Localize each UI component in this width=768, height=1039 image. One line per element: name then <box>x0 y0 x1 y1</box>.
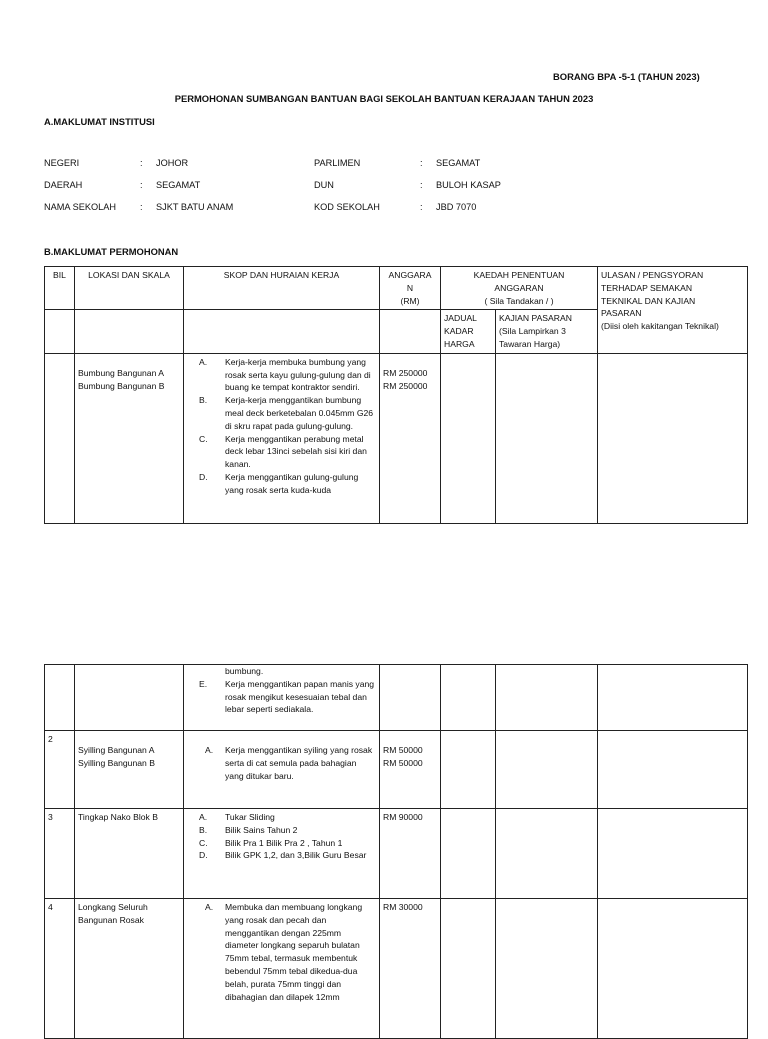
table-row <box>45 899 748 1039</box>
col-kajian-pasaran: KAJIAN PASARAN (Sila Lampirkan 3 Tawaran Harga) <box>496 310 598 353</box>
section-b-heading: B.MAKLUMAT PERMOHONAN <box>44 246 179 257</box>
value-negeri: JOHOR <box>156 158 189 168</box>
value-nama-sekolah: SJKT BATU ANAM <box>156 202 234 212</box>
row2-amount: RM 50000 RM 50000 <box>380 731 441 809</box>
row1-jadual <box>441 353 496 523</box>
row4-skop <box>184 899 380 1039</box>
empty-cell <box>184 310 380 353</box>
list-item: D. Kerja menggantikan gulung-gulung yang rosak serta kuda-kuda <box>199 471 359 495</box>
table-row <box>45 731 748 809</box>
row3-amount: RM 90000 <box>380 809 441 899</box>
col-kaedah: KAEDAH PENENTUAN ANGGARAN ( Sila Tandakan / ) <box>441 267 598 310</box>
cont-skop: bumbung. E. Kerja menggantikan papan manis yang rosak mengikut kesesuaian tebal dan lebar seperti sediakala. <box>184 665 380 731</box>
colon: : <box>420 202 423 212</box>
row1-lokasi: Bumbung Bangunan A Bumbung Bangunan B <box>75 353 184 523</box>
row2-lokasi: Syilling Bangunan A Syilling Bangunan B <box>75 731 184 809</box>
application-table-page1 <box>44 266 748 524</box>
row2-skop <box>184 731 380 809</box>
table-row <box>45 809 748 899</box>
empty-cell <box>380 310 441 353</box>
row2-bil: 2 <box>45 731 75 809</box>
list-item: A. Kerja-kerja membuka bumbung yang rosak serta kayu gulung-gulung dan di buang ke tempat kontraktor sendiri. <box>199 356 371 393</box>
row3-skop <box>184 809 380 899</box>
list-item: B. Bilik Sains Tahun 2 <box>199 824 298 835</box>
colon: : <box>420 180 423 190</box>
row3-bil: 3 <box>45 809 75 899</box>
row4-lokasi: Longkang Seluruh Bangunan Rosak <box>75 899 184 1039</box>
value-parlimen: SEGAMAT <box>436 158 481 168</box>
document-title: PERMOHONAN SUMBANGAN BANTUAN BAGI SEKOLAH BANTUAN KERAJAAN TAHUN 2023 <box>174 93 594 104</box>
empty-cell <box>75 310 184 353</box>
row3-lokasi: Tingkap Nako Blok B <box>75 809 184 899</box>
row1-amount: RM 250000 RM 250000 <box>380 353 441 523</box>
list-item: D. Bilik GPK 1,2, dan 3,Bilik Guru Besar <box>199 850 367 861</box>
col-bil: BIL <box>45 267 75 310</box>
list-item: A. Membuka dan membuang longkang yang rosak dan pecah dan menggantikan dengan 225mm diameter longkang separuh bulatan 75mm tebal, termasuk membentuk bebendul 75mm tebal dikedua-dua belah, purata 75mm tinggi dan dibahagian dan dilapek 12mm <box>205 902 363 1002</box>
table-row <box>45 353 748 523</box>
value-dun: BULOH KASAP <box>436 180 501 190</box>
row1-skop <box>184 353 380 523</box>
list-item: C. Kerja menggantikan perabung metal deck lebar 13inci sebelah sisi kiri dan kanan. <box>199 433 367 470</box>
col-anggaran: ANGGARA N (RM) <box>380 267 441 310</box>
label-kod-sekolah: KOD SEKOLAH <box>314 202 380 212</box>
col-jadual-kadar-harga: JADUAL KADAR HARGA <box>441 310 496 353</box>
row4-amount: RM 30000 <box>380 899 441 1039</box>
label-negeri: NEGERI <box>44 158 80 168</box>
colon: : <box>420 158 423 168</box>
list-item: E. Kerja menggantikan papan manis yang rosak mengikut kesesuaian tebal dan lebar seperti sediakala. <box>199 678 375 715</box>
section-a-heading: A.MAKLUMAT INSTITUSI <box>44 116 155 127</box>
label-dun: DUN <box>314 180 334 190</box>
label-daerah: DAERAH <box>44 180 83 190</box>
row4-bil: 4 <box>45 899 75 1039</box>
list-item: C. Bilik Pra 1 Bilik Pra 2 , Tahun 1 <box>199 837 343 848</box>
col-ulasan: ULASAN / PENGSYORAN TERHADAP SEMAKAN TEKNIKAL DAN KAJIAN PASARAN (Diisi oleh kakitangan Teknikal) <box>598 267 748 354</box>
colon: : <box>140 158 143 168</box>
col-skop: SKOP DAN HURAIAN KERJA <box>184 267 380 310</box>
row1-kajian <box>496 353 598 523</box>
label-nama-sekolah: NAMA SEKOLAH <box>44 202 116 212</box>
application-table-page2 <box>44 664 748 1039</box>
empty-cell <box>45 310 75 353</box>
list-item: A. Tukar Sliding <box>199 812 275 822</box>
colon: : <box>140 180 143 190</box>
col-lokasi: LOKASI DAN SKALA <box>75 267 184 310</box>
label-parlimen: PARLIMEN <box>314 158 361 168</box>
row1-bil <box>45 353 75 523</box>
form-code: BORANG BPA -5-1 (TAHUN 2023) <box>553 71 700 82</box>
list-item: B. Kerja-kerja menggantikan bumbung meal deck berketebalan 0.045mm G26 di skru rapat pada gulung-gulung. <box>199 395 374 431</box>
colon: : <box>140 202 143 212</box>
table-row <box>45 665 748 731</box>
value-daerah: SEGAMAT <box>156 180 201 190</box>
row1-ulasan <box>598 353 748 523</box>
value-kod-sekolah: JBD 7070 <box>436 202 477 212</box>
list-item: A. Kerja menggantikan syiling yang rosak serta di cat semula pada bahagian yang ditukar baru. <box>205 745 373 781</box>
